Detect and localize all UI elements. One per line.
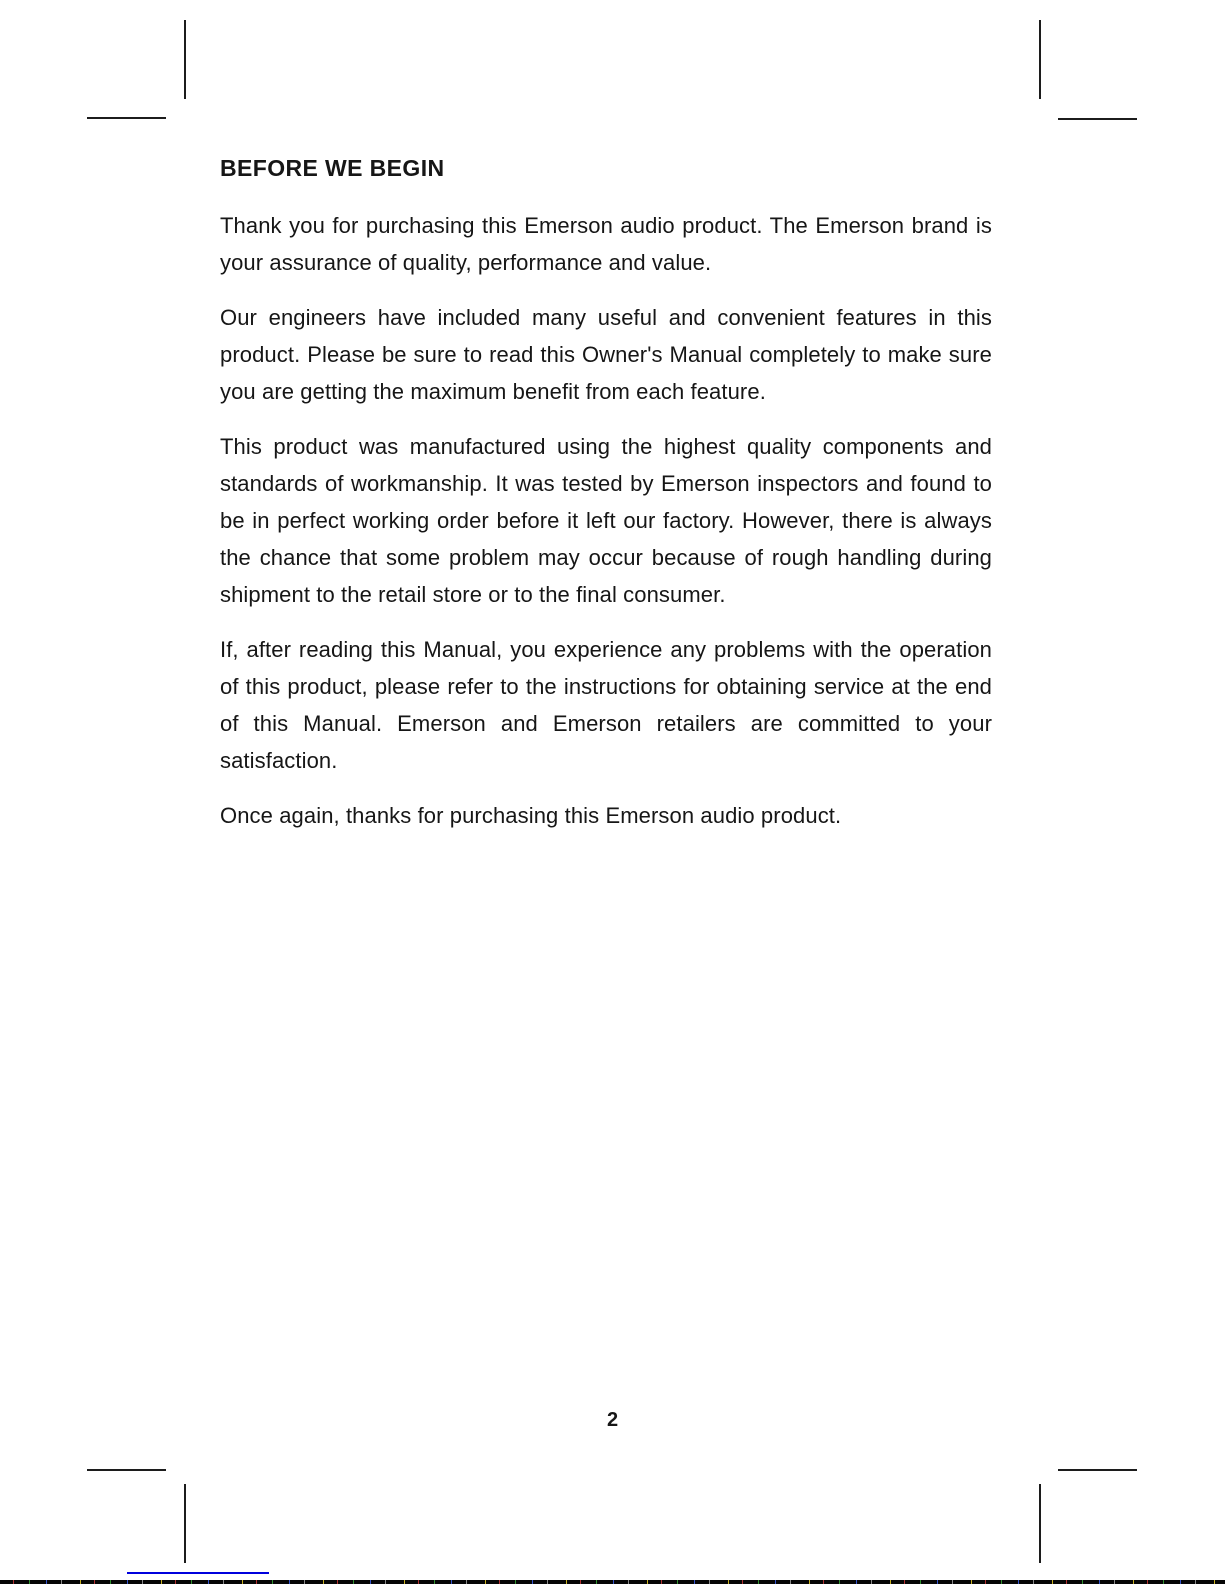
- crop-mark-top-right-horizontal: [1058, 118, 1137, 120]
- paragraph-service: If, after reading this Manual, you experience any problems with the operation of this product, please refer to the instructions for obtaining service at the end of this Manual. Emerson and Emerson retailers are committed to your satisfaction.: [220, 637, 992, 773]
- crop-mark-top-right-vertical: [1039, 20, 1041, 99]
- paragraph-quality: This product was manufactured using the highest quality components and standards of workmanship. It was tested by Emerson inspectors and found to be in perfect working order before it left our factory. However, there is always the chance that some problem may occur because of rough handling during shipment to the retail store or to the final consumer.: [220, 434, 992, 607]
- page-body-text: [220, 155, 992, 834]
- crop-mark-top-left-vertical: [184, 20, 186, 99]
- page-number: 2: [606, 1409, 619, 1431]
- paragraph-intro: Thank you for purchasing this Emerson audio product. The Emerson brand is your assurance of quality, performance and value.: [220, 213, 992, 275]
- crop-mark-bottom-left-horizontal: [87, 1469, 166, 1471]
- footer-link-underline: [127, 1572, 269, 1574]
- section-heading: BEFORE WE BEGIN: [220, 155, 445, 181]
- paragraph-features: Our engineers have included many useful and convenient features in this product. Please be sure to read this Owner's Manual completely to make sure you are getting the maximum benefit from each feature.: [220, 305, 992, 404]
- crop-mark-bottom-left-vertical: [184, 1484, 186, 1563]
- crop-mark-top-left-horizontal: [87, 117, 166, 119]
- crop-mark-bottom-right-horizontal: [1058, 1469, 1137, 1471]
- paragraph-thanks: Once again, thanks for purchasing this Emerson audio product.: [220, 803, 842, 828]
- crop-mark-bottom-right-vertical: [1039, 1484, 1041, 1563]
- scan-artifact-line: [0, 1580, 1225, 1584]
